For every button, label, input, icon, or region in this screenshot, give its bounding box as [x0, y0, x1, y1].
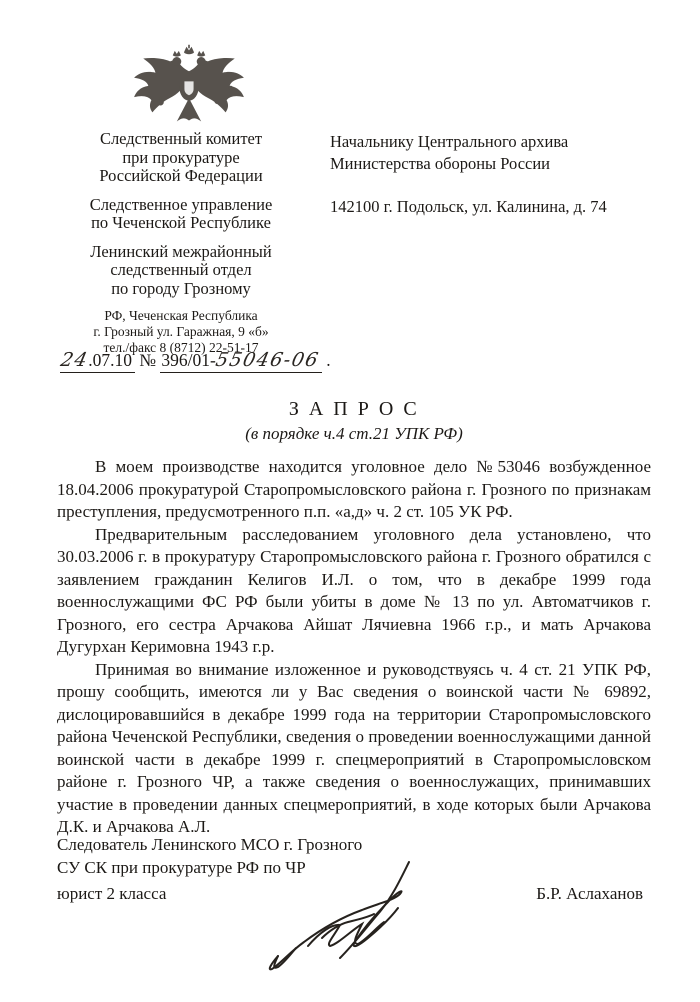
letterhead-address-line: РФ, Чеченская Республика [104, 308, 258, 323]
document-title-block [57, 398, 651, 444]
letterhead-address-line: г. Грозный ул. Гаражная, 9 «б» [93, 324, 269, 339]
reference-number-handwritten: 55046-06 [213, 349, 322, 371]
letterhead-org-line: Российской Федерации [99, 166, 263, 185]
signer-rank: юрист 2 класса [57, 884, 167, 903]
reference-number [160, 350, 322, 373]
reference-number-line [60, 349, 331, 371]
letterhead-org-line: при прокуратуре [122, 147, 240, 167]
document-body [57, 456, 651, 839]
letterhead-department-line: следственный отдел [110, 260, 252, 279]
reference-date-typed: .07.10 [88, 350, 132, 370]
handwritten-signature-icon [266, 852, 431, 982]
reference-date-handwritten: 24 [58, 349, 91, 371]
signer-position-line: Следователь Ленинского МСО г. Грозного [57, 835, 363, 854]
recipient-block [330, 131, 670, 218]
letterhead-department [50, 243, 312, 299]
recipient-address: 142100 г. Подольск, ул. Калинина, д. 74 [330, 197, 607, 216]
letterhead-org-line: Следственный комитет [99, 129, 263, 148]
letterhead-division [50, 196, 312, 233]
recipient-title-line: Начальнику Центрального архива [330, 132, 569, 151]
signer-name: Б.Р. Аслаханов [536, 884, 643, 903]
body-paragraph: Принимая во внимание изложенное и руководствуясь ч. 4 ст. 21 УПК РФ, прошу сообщить, имеются ли у Вас сведения о воинской части № 69892, дислоцировавшийся в декабре 1999 года на территории Старопромысловского района Чеченской Республики, сведения о проведении военнослужащими данной воинской части в декабре 1999 г. спецмероприятий в Старопромысловском районе г. Грозного ЧР, а также сведения о военнослужащих, принимавших участие в проведении данных спецмероприятий, в ходе которых были Арчакова Д.К. и Арчакова А.Л. [57, 659, 651, 836]
signer-position-line: СУ СК при прокуратуре РФ по ЧР [57, 857, 306, 877]
body-paragraph: Предварительным расследованием уголовного дела установлено, что 30.03.2006 г. в прокуратуру Старопромысловского района г. Грозного обратился с заявлением гражданин Келигов И.Л. о том, что в декабре 1999 года военнослужащими ФС РФ были убиты в доме № 13 по ул. Автоматчиков г. Грозного, его сестра Арчакова Айшат Лячиевна 1966 г.р., и мать Арчакова Дугурхан Керимовна 1943 г.р. [57, 524, 651, 656]
letterhead-sender-block [50, 130, 312, 356]
document-subtitle: (в порядке ч.4 ст.21 УПК РФ) [245, 424, 463, 443]
document-title: З А П Р О С [288, 398, 420, 420]
letterhead-division-line: Следственное управление [89, 194, 273, 214]
letterhead-organization [50, 130, 312, 186]
letterhead-department-line: по городу Грозному [111, 278, 251, 298]
body-paragraph: В моем производстве находится уголовное дело №53046 возбужденное 18.04.2006 прокуратурой Старопромысловского района г. Грозного по признакам преступления, предусмотренного п.п. «а,д» ч. 2 ст. 105 УК РФ. [57, 457, 651, 521]
russian-coat-of-arms-eagle-icon [128, 44, 250, 136]
reference-number-sign: № [139, 350, 157, 370]
reference-trailing-dot: . [326, 350, 331, 370]
recipient-title-line: Министерства обороны России [330, 154, 550, 173]
reference-date [60, 350, 135, 373]
letterhead-department-line: Ленинский межрайонный [90, 241, 272, 261]
reference-number-typed: 396/01- [161, 350, 216, 370]
letterhead-division-line: по Чеченской Республике [91, 213, 271, 232]
letterhead-address-line: тел./факс 8 (8712) 22-51-17 [103, 340, 259, 355]
